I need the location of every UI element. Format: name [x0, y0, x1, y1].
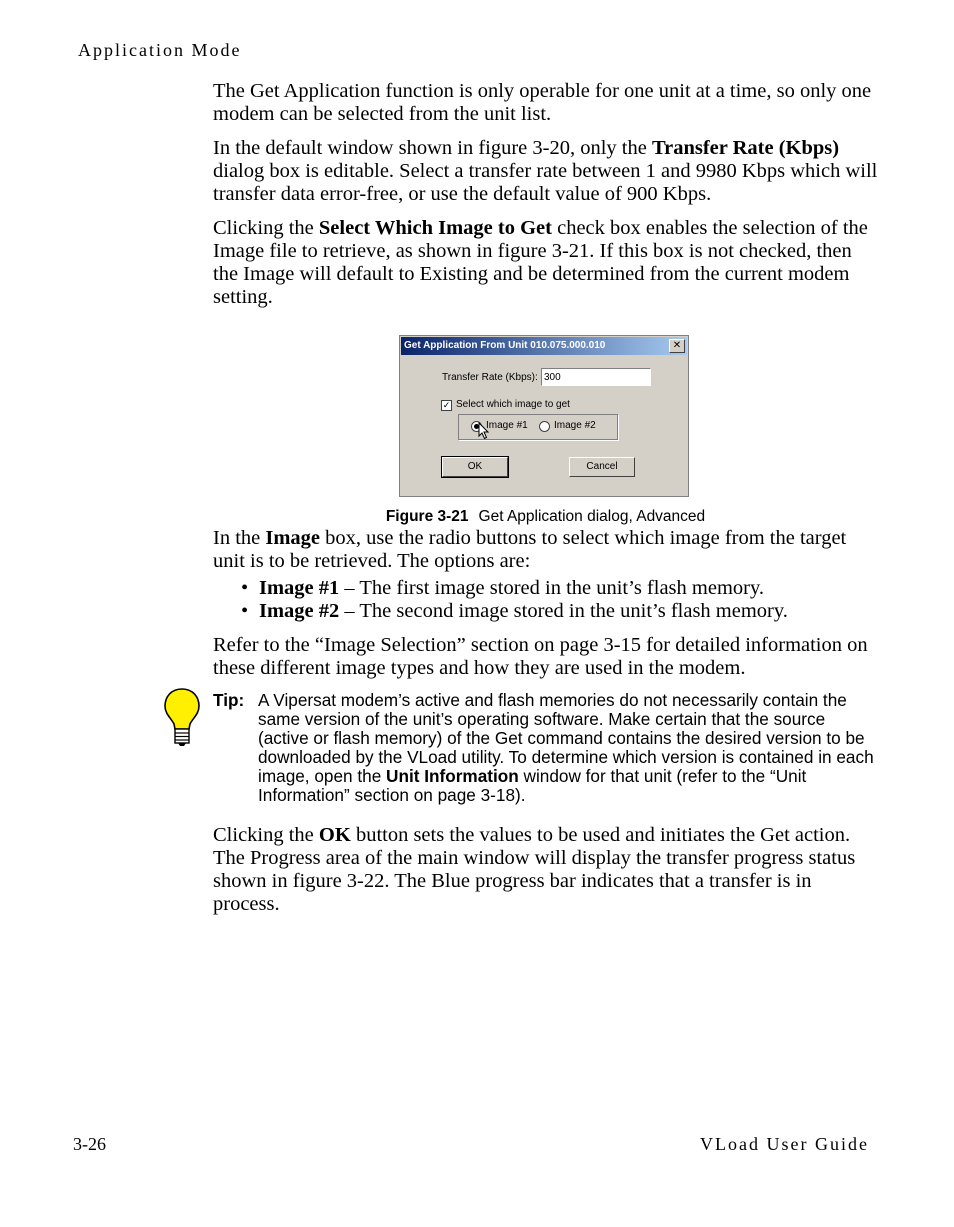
image-options-list — [213, 577, 878, 623]
paragraph-1: The Get Application function is only operable for one unit at a time, so only one modem can be selected from the unit list. — [213, 80, 872, 125]
transfer-rate-label: Transfer Rate (Kbps): — [442, 372, 538, 383]
list-item: • Image #2 – The second image stored in the unit’s flash memory. — [213, 600, 878, 623]
mouse-cursor-icon — [478, 422, 490, 440]
running-header: Application Mode — [78, 40, 242, 60]
lightbulb-icon — [163, 687, 201, 749]
close-icon[interactable]: ✕ — [669, 339, 685, 353]
select-image-checkbox[interactable]: ✓ — [442, 400, 451, 410]
paragraph-5: Refer to the “Image Selection” section on page 3-15 for detailed information on these different image types and how they are used in the modem. — [213, 634, 868, 679]
figure-number: Figure 3-21 — [385, 508, 469, 525]
image-2-label: Image #2 — [554, 420, 596, 431]
list-item: • Image #1 – The first image stored in the unit’s flash memory. — [213, 577, 878, 600]
tip-label: Tip: — [213, 690, 245, 710]
figure-dialog — [213, 335, 878, 497]
get-application-dialog — [399, 335, 689, 497]
image-1-label: Image #1 — [486, 420, 528, 431]
paragraph-6: Clicking the OK button sets the values to be used and initiates the Get action. The Progress area of the main window will display the transfer progress status shown in figure 3-22. The Blue progress bar indicates that a transfer is in process. — [213, 824, 856, 915]
figure-caption-text: Get Application dialog, Advanced — [478, 508, 706, 525]
paragraph-3: Clicking the Select Which Image to Get check box enables the selection of the Image file to retrieve, as shown in figure 3-21. If this box is not checked, then the Image will default to Existing and be determined from the current modem setting. — [213, 217, 868, 308]
paragraph-4: In the Image box, use the radio buttons to select which image from the target unit is to be retrieved. The options are: — [213, 527, 847, 572]
select-image-label: Select which image to get — [456, 399, 570, 410]
transfer-rate-input[interactable] — [541, 368, 651, 386]
page-body — [213, 80, 878, 927]
paragraph-2: In the default window shown in figure 3-20, only the Transfer Rate (Kbps) dialog box is editable. Select a transfer rate between 1 and 9980 Kbps which will transfer data error-free, or use the default value of 900 Kbps. — [213, 137, 878, 205]
footer-title: VLoad User Guide — [700, 1134, 869, 1154]
cancel-button[interactable]: Cancel — [569, 457, 635, 477]
page-number: 3-26 — [73, 1134, 106, 1154]
ok-button[interactable]: OK — [442, 457, 508, 477]
dialog-title: Get Application From Unit 010.075.000.010 — [401, 337, 687, 355]
image-2-radio[interactable] — [539, 421, 550, 432]
tip-text: A Vipersat modem’s active and flash memories do not necessarily contain the same version of the unit’s operating software. Make certain that the source (active or flash memory) of the Get command contains the desired version to be downloaded by the VLoad utility. To determine which version is contained in each image, open the Unit Information window for that unit (refer to the “Unit Information” section on page 3-18). — [258, 690, 874, 805]
tip-box — [213, 691, 878, 805]
figure-caption — [213, 507, 878, 527]
